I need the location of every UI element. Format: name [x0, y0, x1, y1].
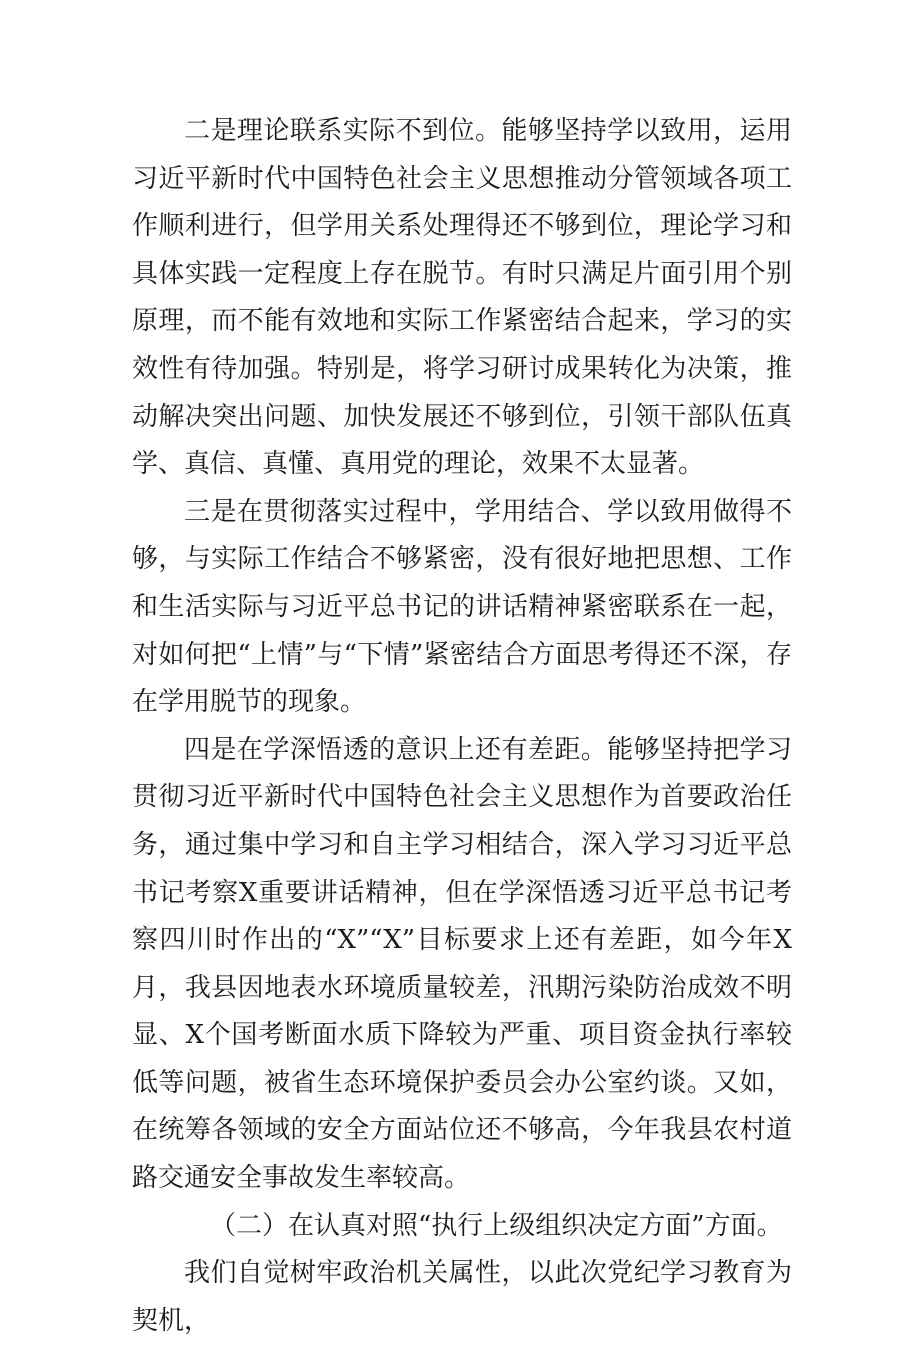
paragraph-implementation: 三是在贯彻落实过程中，学用结合、学以致用做得不够，与实际工作结合不够紧密，没有很好地把思想、工作和生活实际与习近平总书记的讲话精神紧密联系在一起，对如何把“上情”与“下情”紧密结合方面思考得还不深，存在学用脱节的现象。	[132, 496, 792, 718]
paragraph-political-awareness: 我们自觉树牢政治机关属性，以此次党纪学习教育为契机，	[132, 1258, 792, 1336]
paragraph-theory-practice: 二是理论联系实际不到位。能够坚持学以致用，运用习近平新时代中国特色社会主义思想推动分管领域各项工作顺利进行，但学用关系处理得还不够到位，理论学习和具体实践一定程度上存在脱节。有时只满足片面引用个别原理，而不能有效地和实际工作紧密结合起来，学习的实效性有待加强。特别是，将学习研讨成果转化为决策，推动解决突出问题、加快发展还不够到位，引领干部队伍真学、真信、真懂、真用党的理论，效果不太显著。	[132, 116, 792, 480]
section-heading: （二）在认真对照“执行上级组织决定方面”方面。	[210, 1210, 783, 1241]
document-body	[132, 108, 792, 1345]
paragraph-deep-understanding: 四是在学深悟透的意识上还有差距。能够坚持把学习贯彻习近平新时代中国特色社会主义思想作为首要政治任务，通过集中学习和自主学习相结合，深入学习习近平总书记考察X重要讲话精神，但在学深悟透习近平总书记考察四川时作出的“X”“X”目标要求上还有差距，如今年X月，我县因地表水环境质量较差，汛期污染防治成效不明显、X个国考断面水质下降较为严重、项目资金执行率较低等问题，被省生态环境保护委员会办公室约谈。又如，在统筹各领域的安全方面站位还不够高，今年我县农村道路交通安全事故发生率较高。	[132, 734, 792, 1194]
